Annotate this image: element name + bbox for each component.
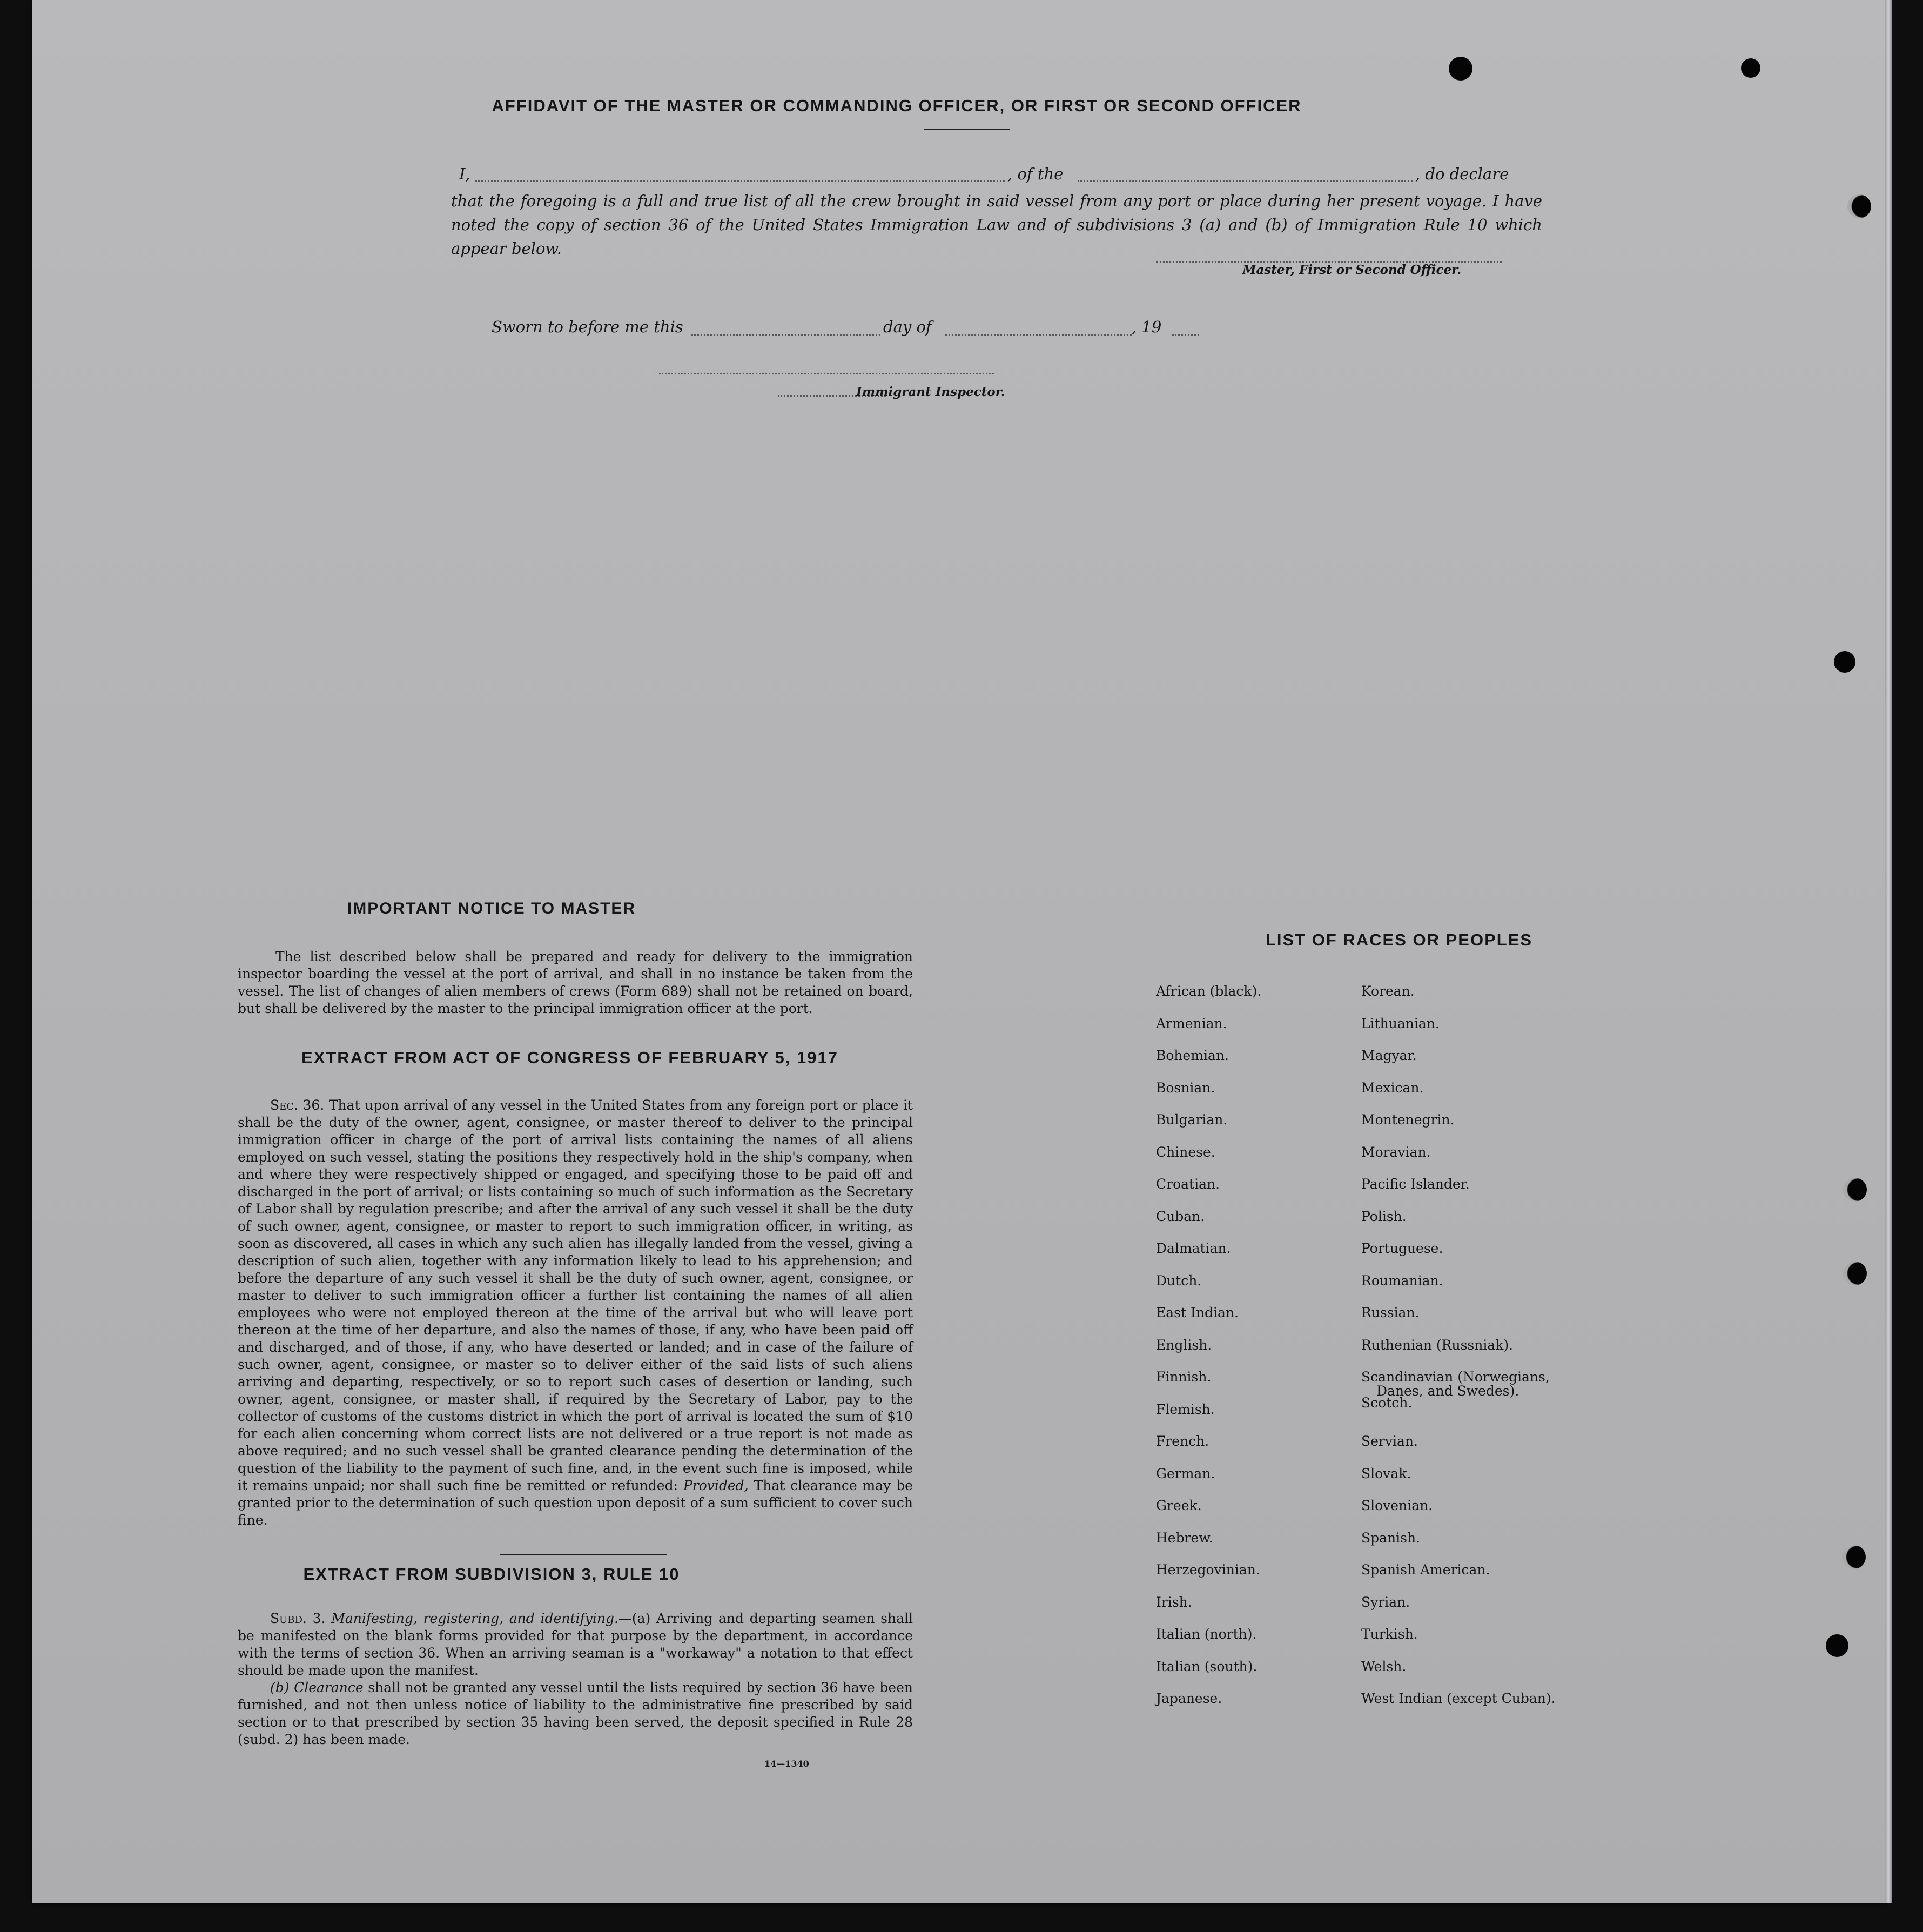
races-left-column [1156, 983, 1350, 1718]
races-title: LIST OF RACES OR PEOPLES [1265, 930, 1533, 949]
race-item: Servian. [1361, 1433, 1418, 1449]
race-item: Italian (north). [1156, 1626, 1257, 1642]
sworn-month-line[interactable] [945, 334, 1132, 336]
race-item: Irish. [1156, 1594, 1192, 1610]
inspector-line-upper[interactable] [659, 373, 994, 374]
race-item: West Indian (except Cuban). [1361, 1691, 1556, 1706]
race-item: Italian (south). [1156, 1658, 1258, 1674]
race-item: Russian. [1361, 1305, 1420, 1320]
sworn-year-line[interactable] [1172, 334, 1199, 336]
form-page [32, 0, 1888, 1903]
race-item: East Indian. [1156, 1305, 1239, 1320]
race-item: Dutch. [1156, 1272, 1202, 1289]
race-item: Danes, and Swedes). [1376, 1383, 1519, 1399]
race-item: Chinese. [1156, 1144, 1215, 1160]
race-item: Pacific Islander. [1361, 1176, 1470, 1192]
sec-label: Sec. 36. [270, 1097, 325, 1113]
punch-hole [1843, 1178, 1867, 1202]
race-item: Herzegovinian. [1156, 1562, 1260, 1578]
affidavit-title: AFFIDAVIT OF THE MASTER OR COMMANDING OFFICER, OR FIRST OR SECOND OFFICER [492, 96, 1302, 115]
race-item: Mexican. [1361, 1079, 1424, 1096]
sworn-label: Sworn to before me this [492, 318, 683, 336]
race-item: Korean. [1361, 983, 1415, 999]
affidavit-declaration: that the foregoing is a full and true list of all the crew brought in said vessel from any port or place during her present voyage. I have noted the copy of section 36 of the United States Immigration Law and of subdivisions 3 (a) and (b) of Immigration Rule 10 which appear below. [451, 192, 1542, 258]
race-item: Ruthenian (Russniak). [1361, 1337, 1514, 1353]
rule-text [238, 1610, 913, 1748]
race-item: African (black). [1156, 983, 1262, 999]
race-item: German. [1156, 1465, 1215, 1481]
punch-hole [1843, 1262, 1867, 1285]
race-item: Spanish American. [1361, 1562, 1490, 1578]
act-divider [500, 1554, 667, 1555]
form-number: 14—1340 [764, 1759, 809, 1769]
race-item: Scandinavian (Norwegians, [1361, 1369, 1550, 1385]
race-item: Dalmatian. [1156, 1240, 1231, 1256]
race-item: Croatian. [1156, 1176, 1220, 1192]
race-item: Finnish. [1156, 1369, 1212, 1385]
race-item: Slovak. [1361, 1465, 1411, 1481]
punch-hole [1847, 194, 1871, 218]
punch-hole [1826, 1634, 1848, 1657]
races-right-column [1361, 983, 1631, 1718]
rule-para-b: shall not be granted any vessel until the lists required by section 36 have been furnished, and not then unless notice of liability to the administrative fine prescribed by said section or to that prescribed by section 35 having been served, the deposit specified in Rule 28 (subd. 2) has been made. [238, 1680, 913, 1747]
race-item: Bulgarian. [1156, 1112, 1228, 1128]
race-item: English. [1156, 1337, 1212, 1353]
provided-text: That clearance may be granted prior to the determination of such question upon deposit of a sum sufficient to cover such fine. [238, 1478, 913, 1528]
race-item: Cuban. [1156, 1208, 1205, 1224]
act-text [238, 1097, 913, 1529]
affidavit-i-label: I, [459, 165, 470, 183]
rule-title: EXTRACT FROM SUBDIVISION 3, RULE 10 [303, 1565, 680, 1584]
punch-hole [1449, 57, 1472, 81]
race-item: Spanish. [1361, 1530, 1421, 1546]
punch-hole [1741, 58, 1760, 78]
year-label: , 19 [1132, 318, 1162, 336]
rule-para-a: —(a) Arriving and departing seamen shall be manifested on the blank forms provided for that purpose by the department, in accordance with the terms of section 36. When an arriving seaman is a "workaway" a notation to that effect should be made upon the manifest. [238, 1611, 913, 1678]
title-divider [924, 129, 1010, 130]
race-item: Hebrew. [1156, 1530, 1213, 1546]
race-item: Greek. [1156, 1498, 1202, 1513]
subd-label: Subd. 3. [270, 1611, 326, 1626]
act-body: That upon arrival of any vessel in the United States from any foreign port or place it shall be the duty of the owner, agent, consignee, or master thereof to deliver to the principal immigration officer in charge of the port of arrival lists containing the names of all aliens employed on such vessel, stating the positions they respectively hold in the ship's company, when and where they were respectively shipped or engaged, and specifying those to be paid off and discharged in the port of arrival; or lists containing so much of such information as the Secretary of Labor shall by regulation prescribe; and after the arrival of any such vessel it shall be the duty of such owner, agent, consignee, or master to report to such immigration officer, in writing, as soon as discovered, all cases in which any such alien has illegally landed from the vessel, giving a description of such alien, together with any information likely to lead to his apprehension; and before the departure of any such vessel it shall be the duty of such owner, agent, consignee, or master to deliver to such immigration officer a further list containing the names of all alien employees who were not employed thereon at the time of the arrival but who will leave port thereon at the time of her departure, and also the names of those, if any, who have been paid off and discharged, and of those, if any, who have deserted or landed; and in case of the failure of such owner, agent, consignee, or master so to deliver either of the said lists of such aliens arriving and departing, respectively, or so to report such cases of desertion or landing, such owner, agent, consignee, or master shall, if required by the Secretary of Labor, pay to the collector of customs of the customs district in which the port of arrival is located the sum of $10 for each alien concerning whom correct lists are not delivered or a true report is not made as above required; and no such vessel shall be granted clearance pending the determination of the question of the liability to the payment of such fine, and, in the event such fine is imposed, while it remains unpaid; nor shall such fine be remitted or refunded: [238, 1097, 913, 1493]
notice-title: IMPORTANT NOTICE TO MASTER [347, 900, 636, 917]
day-of-label: day of [883, 318, 932, 336]
page-edge [1885, 0, 1892, 1903]
of-the-label: , of the [1007, 165, 1064, 183]
race-item: Bosnian. [1156, 1079, 1215, 1096]
inspector-caption: Immigrant Inspector. [856, 385, 1005, 399]
race-item: Montenegrin. [1361, 1112, 1455, 1128]
do-declare-label: , do declare [1415, 165, 1509, 183]
punch-hole [1842, 1545, 1866, 1569]
sworn-day-line[interactable] [691, 334, 880, 336]
officer-signature-caption: Master, First or Second Officer. [1242, 263, 1462, 277]
race-item: Polish. [1361, 1208, 1407, 1224]
race-item: Slovenian. [1361, 1498, 1433, 1513]
race-item: Armenian. [1156, 1015, 1227, 1031]
race-item: Japanese. [1156, 1691, 1222, 1706]
notice-text: The list described below shall be prepared and ready for delivery to the immigration inspector boarding the vessel at the port of arrival, and shall in no instance be taken from the vessel. The list of changes of alien members of crews (Form 689) shall not be retained on board, but shall be delivered by the master to the principal immigration officer at the port. [238, 949, 913, 1016]
race-item: Portuguese. [1361, 1240, 1443, 1256]
race-item: Syrian. [1361, 1594, 1410, 1610]
provided-label: Provided, [683, 1478, 749, 1493]
punch-hole [1834, 651, 1855, 673]
race-item: Roumanian. [1361, 1272, 1443, 1289]
race-item: Bohemian. [1156, 1048, 1229, 1063]
race-item: French. [1156, 1433, 1209, 1449]
race-item: Magyar. [1361, 1048, 1417, 1063]
race-item: Flemish. [1156, 1401, 1215, 1417]
subd-heading: Manifesting, registering, and identifying. [331, 1611, 618, 1626]
name-line[interactable] [475, 180, 1005, 182]
vessel-line[interactable] [1078, 180, 1413, 182]
race-item: Scotch. [1361, 1394, 1413, 1411]
rule-para-b-label: (b) Clearance [270, 1680, 364, 1695]
act-title: EXTRACT FROM ACT OF CONGRESS OF FEBRUARY 5, 1917 [301, 1048, 838, 1067]
race-item: Turkish. [1361, 1626, 1418, 1642]
race-item: Lithuanian. [1361, 1015, 1440, 1031]
race-item: Moravian. [1361, 1144, 1431, 1160]
race-item: Welsh. [1361, 1658, 1407, 1674]
